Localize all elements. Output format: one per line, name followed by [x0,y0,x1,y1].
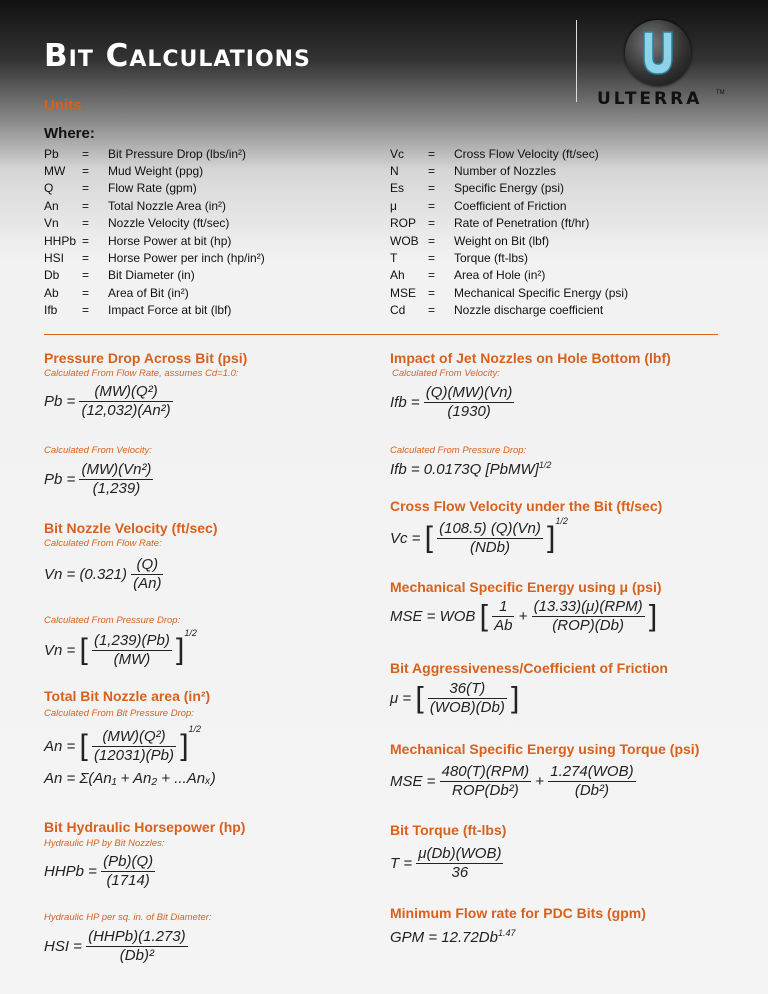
definition-row [390,197,628,214]
logo-text: ULTERRA [597,89,703,109]
heading-impact: Impact of Jet Nozzles on Hole Bottom (lbf) [390,350,671,366]
definition-row [44,302,265,319]
definition-eq: = [428,146,436,161]
definition-eq: = [82,164,90,179]
definition-sym: Ah [390,268,405,283]
formula-torque: T = $\frac{\text{μ(Db)(WOB)}}{36}$ [390,845,502,881]
sub-pressure-velocity: Calculated From Velocity: [44,445,152,456]
definition-desc: Coefficient of Friction [454,198,567,213]
definition-sym: T [390,251,398,266]
definition-eq: = [428,268,436,283]
formula-an: An = [ $\frac{\text{(MW)(Q²)}}{(12031)(Pb)}$ ]$^{1/2}$ [44,724,202,764]
sub-impact-velocity: Calculated From Velocity: [392,368,500,379]
definitions-right [390,145,628,319]
formula-mse-mu: MSE = WOB [ $\frac{1}{Ab}$ + $\frac{\text{(13.33)(μ)(RPM)}}{\text{(ROP)(Db)}}$ ] [390,598,658,634]
definition-sym: An [44,198,59,213]
definition-sym: Vn [44,216,59,231]
definition-desc: Nozzle Velocity (ft/sec) [108,216,230,231]
formula-hsi: HSI = $\frac{\text{(HHPb)(1.273)}}{\text{(Db)²}}$ [44,928,186,964]
definition-eq: = [82,216,90,231]
definition-eq: = [82,146,90,161]
definition-desc: Number of Nozzles [454,164,557,179]
definition-sym: Ab [44,285,59,300]
definition-sym: Db [44,268,60,283]
heading-nozzle-velocity: Bit Nozzle Velocity (ft/sec) [44,520,218,536]
definition-row [44,145,265,162]
definition-desc: Impact Force at bit (lbf) [108,303,232,318]
heading-aggressiveness: Bit Aggressiveness/Coefficient of Friction [390,660,668,676]
definition-eq: = [428,164,436,179]
where-label: Where: [44,125,95,142]
definition-row [390,284,628,301]
heading-mse-torque: Mechanical Specific Energy using Torque (psi) [390,741,700,757]
definition-desc: Mud Weight (ppg) [108,164,204,179]
definition-desc: Area of Hole (in²) [454,268,546,283]
definition-desc: Bit Pressure Drop (lbs/in²) [108,146,247,161]
definition-sym: Cd [390,303,406,318]
definition-row [44,162,265,179]
definition-sym: Pb [44,146,59,161]
definition-eq: = [428,198,436,213]
formula-vc: Vc = [ $\frac{(108.5) (Q)(Vn)}{\text{(NDb)}}$ ]$^{1/2}$ [390,516,568,556]
heading-pressure-drop: Pressure Drop Across Bit (psi) [44,350,248,366]
definition-row [44,267,265,284]
formula-pb-flow: Pb = $\frac{\text{(MW)(Q²)}}{\text{(12,032)(An²)}}$ [44,383,171,419]
heading-min-flow: Minimum Flow rate for PDC Bits (gpm) [390,905,646,921]
definition-sym: MSE [390,285,417,300]
definition-desc: Specific Energy (psi) [454,181,565,196]
formula-ifb-pressure: Ifb = 0.0173Q [PbMW]$^{1/2}$ [390,460,552,478]
definition-row [390,232,628,249]
heading-crossflow: Cross Flow Velocity under the Bit (ft/sec) [390,498,663,514]
definition-desc: Rate of Penetration (ft/hr) [454,216,590,231]
sub-velocity-pressure: Calculated From Pressure Drop: [44,615,181,626]
definition-desc: Area of Bit (in²) [108,285,189,300]
definition-desc: Flow Rate (gpm) [108,181,197,196]
definition-row [390,302,628,319]
definition-sym: MW [44,164,66,179]
formula-gpm: GPM = $12.72Db^{1.47}$ [390,928,516,946]
formula-hhpb: HHPb = $\frac{(Pb)(Q)}{(1714)}$ [44,853,154,889]
heading-torque: Bit Torque (ft-lbs) [390,822,507,838]
definition-row [44,180,265,197]
definition-sym: HSI [44,251,65,266]
definition-sym: Es [390,181,405,196]
logo-u-icon [640,30,676,76]
formula-mse-torque: MSE = $\frac{\text{480(T)(RPM)}}{\text{ROP(Db²)}}$ + $\frac{\text{1.274(WOB)}}{\text{(Db²)}}$ [390,763,634,799]
definition-eq: = [82,198,90,213]
definition-desc: Total Nozzle Area (in²) [108,198,227,213]
definition-eq: = [82,233,90,248]
sub-impact-pressure: Calculated From Pressure Drop: [390,445,527,456]
heading-nozzle-area: Total Bit Nozzle area (in²) [44,688,211,704]
definition-eq: = [428,303,436,318]
header-divider [576,20,577,102]
formula-mu: μ = [ $\frac{36(T)}{\text{(WOB)(Db)}}$ ] [390,680,520,716]
definition-eq: = [428,285,436,300]
definition-desc: Mechanical Specific Energy (psi) [454,285,629,300]
definition-row [390,180,628,197]
definition-row [44,249,265,266]
sub-hp-per-inch: Hydraulic HP per sq. in. of Bit Diameter: [44,912,212,923]
definition-row [390,162,628,179]
definition-row [390,267,628,284]
logo-trademark: TM [716,90,725,96]
definition-row [390,249,628,266]
definition-desc: Weight on Bit (lbf) [454,233,550,248]
formula-pb-velocity: Pb = $\frac{\text{(MW)(Vn²)}}{(1,239)}$ [44,461,152,497]
definition-eq: = [82,251,90,266]
sub-pressure-flow: Calculated From Flow Rate, assumes Cd=1.0: [44,368,239,379]
definitions-left [44,145,265,319]
definition-desc: Horse Power per inch (hp/in²) [108,251,265,266]
sub-velocity-flow: Calculated From Flow Rate: [44,538,162,549]
definition-sym: μ [390,198,397,213]
definition-desc: Cross Flow Velocity (ft/sec) [454,146,599,161]
sub-area-pressure: Calculated From Bit Pressure Drop: [44,708,194,719]
definition-row [390,215,628,232]
sub-hp-nozzles: Hydraulic HP by Bit Nozzles: [44,838,165,849]
definition-eq: = [82,181,90,196]
definition-eq: = [82,303,90,318]
definition-eq: = [428,251,436,266]
definition-eq: = [82,285,90,300]
definition-sym: N [390,164,399,179]
definition-sym: WOB [390,233,419,248]
definition-sym: Q [44,181,54,196]
units-label: Units [44,97,82,114]
definition-row [44,197,265,214]
definition-row [390,145,628,162]
definition-eq: = [428,233,436,248]
definition-sym: ROP [390,216,417,231]
formula-ifb-velocity: Ifb = $\frac{(Q)(MW)(Vn)}{(1930)}$ [390,384,513,420]
definition-desc: Bit Diameter (in) [108,268,195,283]
definition-desc: Horse Power at bit (hp) [108,233,232,248]
definition-sym: HHPb [44,233,77,248]
definition-sym: Vc [390,146,405,161]
section-divider [44,334,718,335]
definition-eq: = [82,268,90,283]
definition-eq: = [428,216,436,231]
definition-eq: = [428,181,436,196]
formula-vn-pressure: Vn = [ $\frac{(1,239)(Pb)}{(MW)}$ ]$^{1/2}$ [44,628,197,668]
definition-desc: Torque (ft-lbs) [454,251,529,266]
heading-mse-mu: Mechanical Specific Energy using μ (psi) [390,579,662,595]
heading-horsepower: Bit Hydraulic Horsepower (hp) [44,819,246,835]
definition-sym: Ifb [44,303,58,318]
formula-an-sum: An = Σ(An₁ + An₂ + ...Anₓ) [44,770,216,787]
definition-row [44,232,265,249]
formula-vn-flow: Vn = (0.321) $\frac{(Q)}{(An)}$ [44,556,162,592]
definition-row [44,284,265,301]
definition-desc: Nozzle discharge coefficient [454,303,604,318]
page-title: Bit Calculations [44,38,311,74]
definition-row [44,215,265,232]
